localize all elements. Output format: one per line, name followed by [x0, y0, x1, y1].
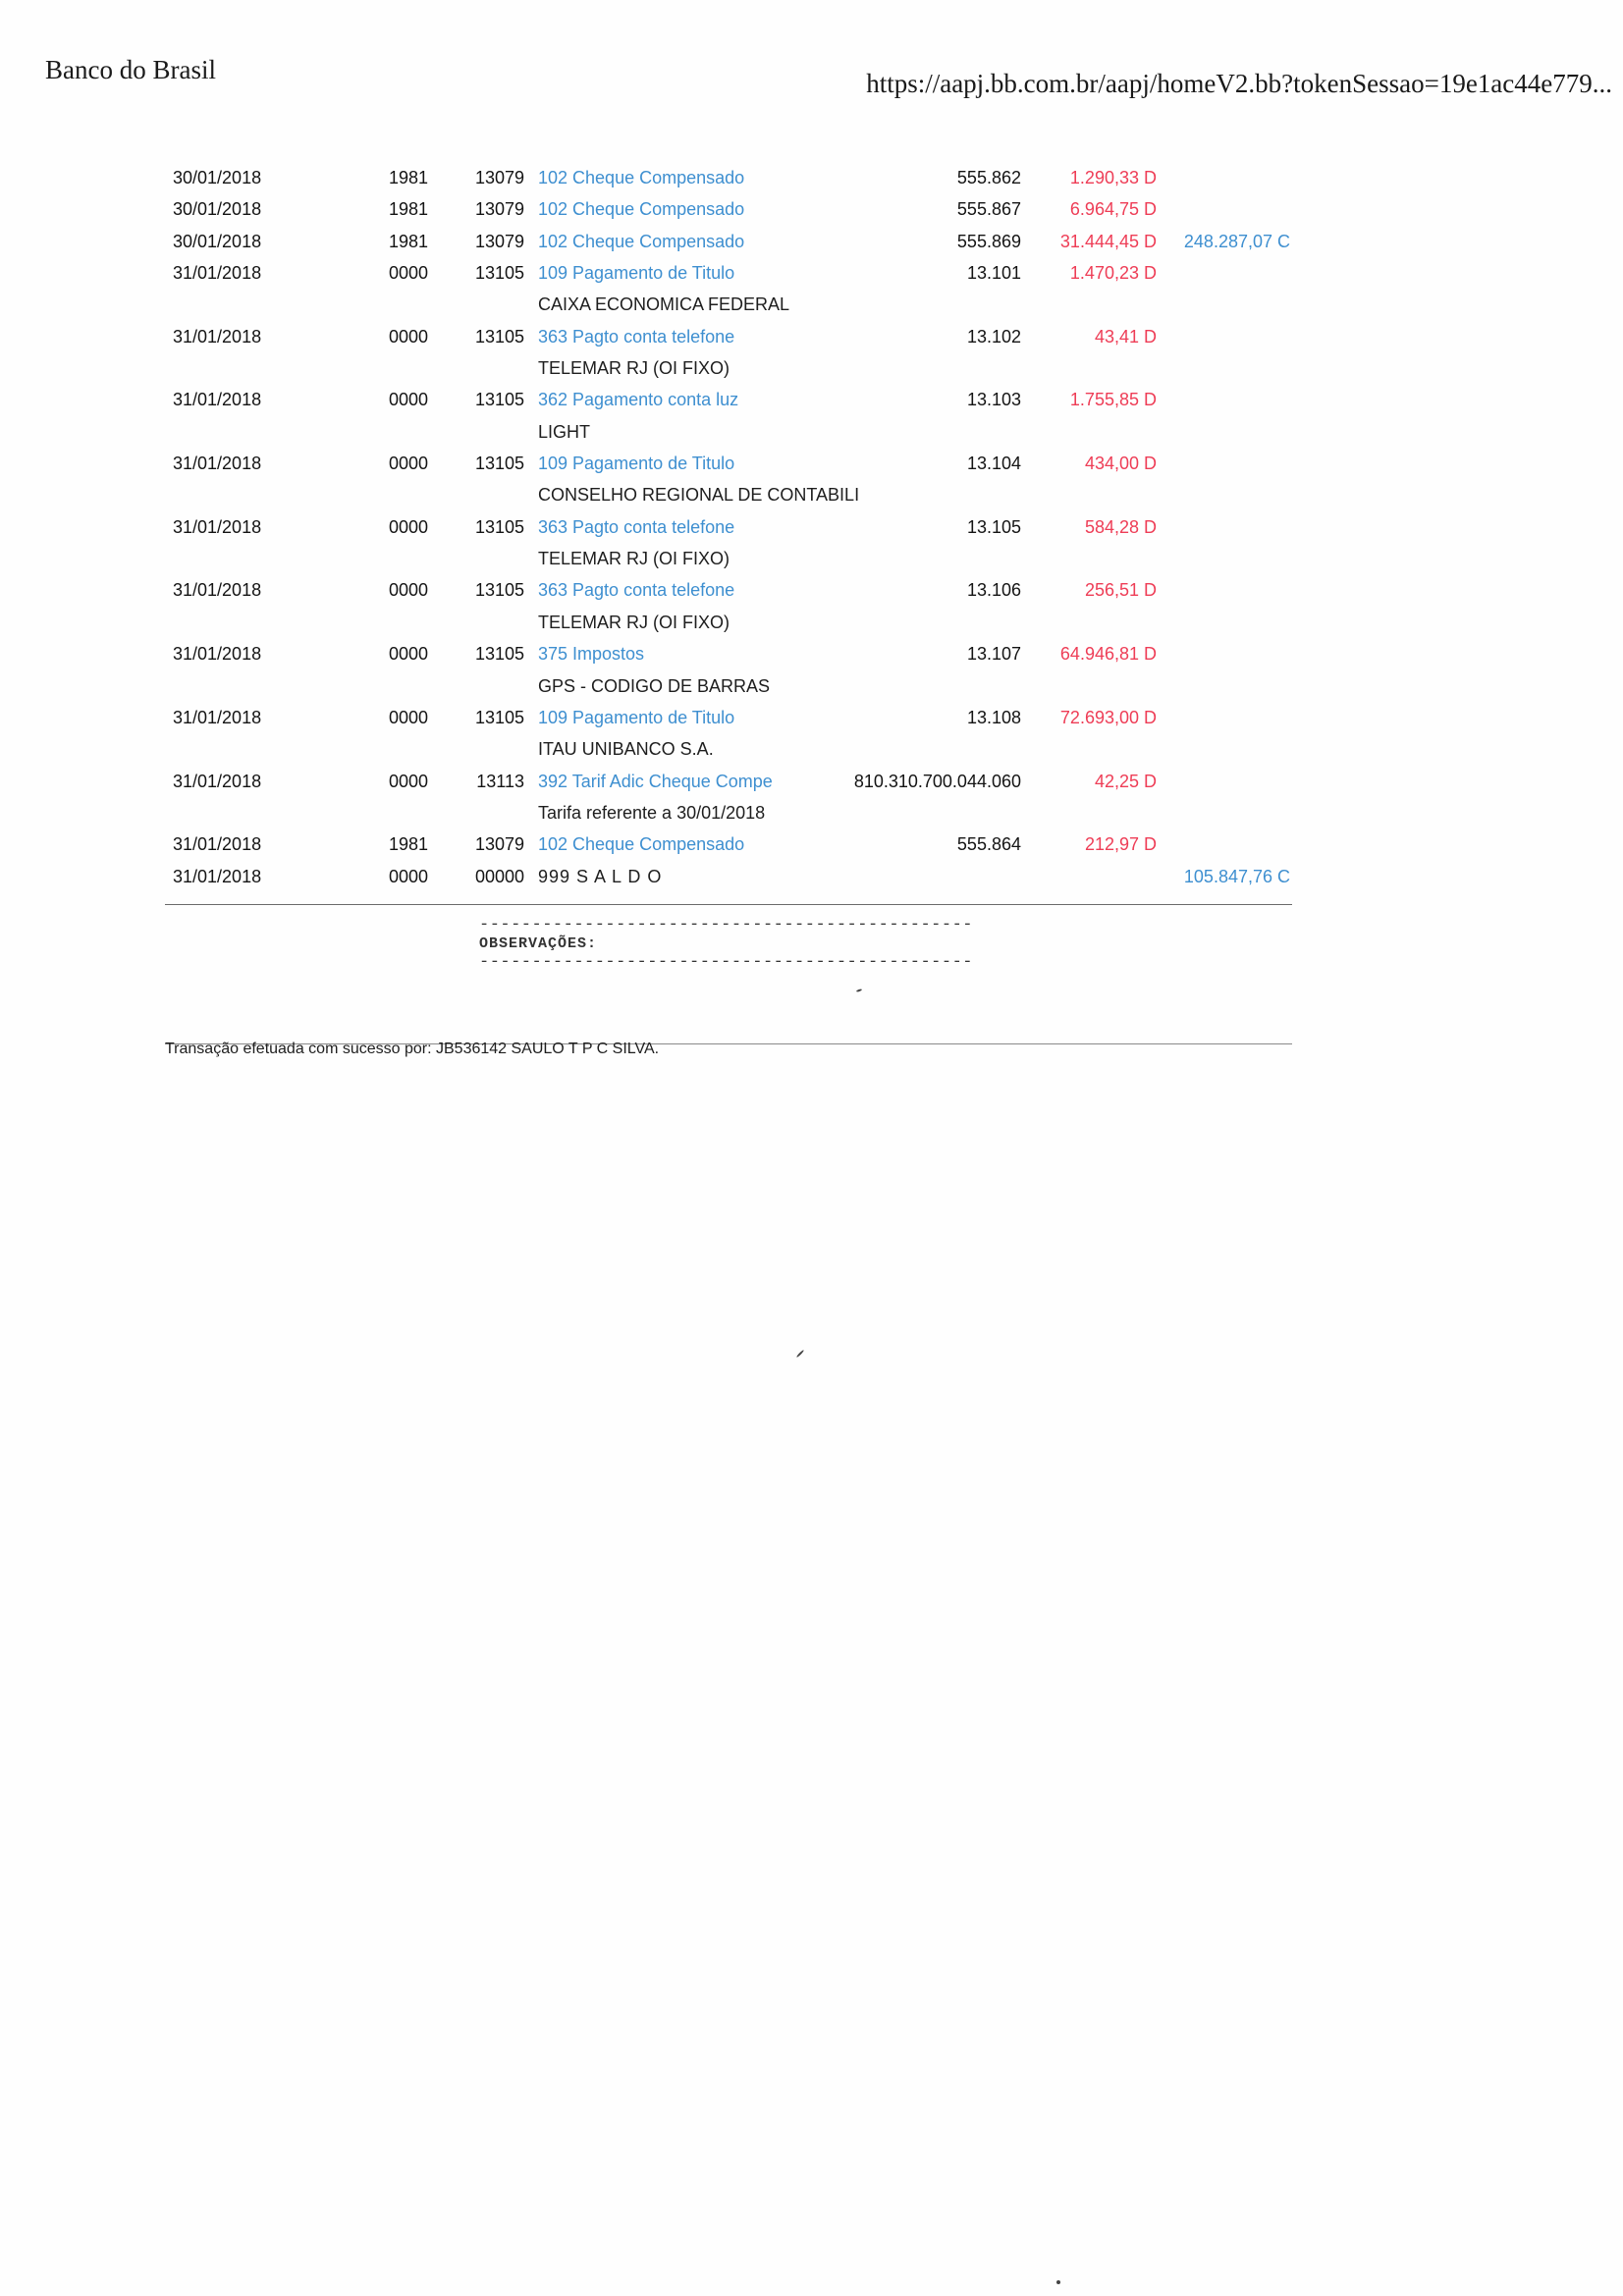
- value-cell: 1.755,85 D: [1069, 390, 1157, 410]
- history-cell: 102 Cheque Compensado: [538, 199, 745, 220]
- bank-name: Banco do Brasil: [45, 55, 216, 84]
- agency-cell: 0000: [388, 516, 428, 537]
- value-cell: 434,00 D: [1084, 454, 1157, 474]
- statement-table: [0, 166, 1623, 896]
- transaction-row: [0, 452, 1623, 483]
- scan-speck: [796, 1350, 804, 1358]
- lote-cell: 13113: [476, 771, 524, 791]
- lote-cell: 13079: [474, 168, 524, 187]
- value-cell: 31.444,45 D: [1059, 231, 1157, 251]
- lote-cell: 13105: [474, 580, 524, 601]
- agency-cell: 0000: [388, 707, 428, 727]
- transaction-row: [0, 515, 1623, 547]
- date-cell: 31/01/2018: [173, 326, 262, 347]
- lote-cell: 13105: [474, 644, 524, 665]
- lote-cell: 00000: [474, 866, 524, 886]
- value-cell: 1.470,23 D: [1069, 263, 1157, 284]
- agency-cell: 0000: [388, 326, 428, 347]
- footer-text: Transação efetuada com sucesso por: JB536142 SAULO T P C SILVA.: [165, 1041, 660, 1057]
- date-cell: 31/01/2018: [173, 516, 262, 537]
- document-cell: 13.105: [966, 516, 1021, 537]
- agency-cell: 0000: [388, 263, 428, 284]
- detail-cell: LIGHT: [538, 421, 591, 442]
- date-cell: 31/01/2018: [173, 263, 262, 284]
- lote-cell: 13105: [474, 516, 524, 537]
- document-cell: 13.104: [966, 454, 1021, 474]
- agency-cell: 0000: [388, 454, 428, 474]
- lote-cell: 13105: [474, 454, 524, 474]
- observations-dash-bottom: -----------------------------------------------: [479, 953, 973, 972]
- date-cell: 30/01/2018: [173, 168, 262, 187]
- detail-cell: ITAU UNIBANCO S.A.: [538, 739, 714, 760]
- history-cell: 363 Pagto conta telefone: [538, 516, 735, 537]
- transaction-detail-row: [0, 356, 1623, 388]
- agency-cell: 1981: [388, 834, 428, 855]
- value-cell: 64.946,81 D: [1059, 644, 1157, 665]
- agency-cell: 0000: [388, 580, 428, 601]
- document-cell: 13.106: [966, 580, 1021, 601]
- history-cell: 109 Pagamento de Titulo: [538, 263, 735, 284]
- detail-cell: TELEMAR RJ (OI FIXO): [538, 358, 730, 379]
- transaction-row: [0, 230, 1623, 261]
- history-cell: 109 Pagamento de Titulo: [538, 454, 735, 474]
- value-cell: 6.964,75 D: [1069, 199, 1157, 220]
- value-cell: 584,28 D: [1084, 516, 1157, 537]
- date-cell: 31/01/2018: [173, 580, 262, 601]
- lote-cell: 13079: [474, 199, 524, 220]
- history-cell: 109 Pagamento de Titulo: [538, 707, 735, 727]
- document-cell: 13.103: [966, 390, 1021, 410]
- transaction-detail-row: [0, 483, 1623, 514]
- detail-cell: CAIXA ECONOMICA FEDERAL: [538, 294, 790, 315]
- agency-cell: 1981: [388, 168, 428, 187]
- date-cell: 31/01/2018: [173, 771, 262, 791]
- value-cell: 42,25 D: [1094, 771, 1157, 791]
- lote-cell: 13105: [474, 390, 524, 410]
- date-cell: 31/01/2018: [173, 866, 262, 886]
- balance-cell: 248.287,07 C: [1183, 231, 1290, 251]
- lote-cell: 13105: [474, 263, 524, 284]
- transaction-row: [0, 388, 1623, 419]
- history-cell: 102 Cheque Compensado: [538, 834, 745, 855]
- date-cell: 30/01/2018: [173, 199, 262, 220]
- agency-cell: 0000: [388, 644, 428, 665]
- agency-cell: 0000: [388, 771, 428, 791]
- balance-cell: 105.847,76 C: [1183, 866, 1290, 886]
- transaction-row: [0, 770, 1623, 801]
- lote-cell: 13079: [474, 834, 524, 855]
- detail-cell: Tarifa referente a 30/01/2018: [538, 802, 766, 823]
- transaction-row: [0, 578, 1623, 610]
- agency-cell: 1981: [388, 199, 428, 220]
- document-cell: 13.108: [966, 707, 1021, 727]
- history-cell: 102 Cheque Compensado: [538, 231, 745, 251]
- transaction-row: [0, 832, 1623, 864]
- document-cell: 810.310.700.044.060: [853, 771, 1021, 791]
- history-cell: 363 Pagto conta telefone: [538, 580, 735, 601]
- observations-label: OBSERVAÇÕES:: [479, 935, 598, 952]
- transaction-detail-row: [0, 611, 1623, 642]
- transaction-row: [0, 197, 1623, 229]
- history-cell: 362 Pagamento conta luz: [538, 390, 739, 410]
- transaction-detail-row: [0, 801, 1623, 832]
- agency-cell: 0000: [388, 390, 428, 410]
- value-cell: 256,51 D: [1084, 580, 1157, 601]
- agency-cell: 1981: [388, 231, 428, 251]
- history-cell: 102 Cheque Compensado: [538, 168, 745, 187]
- history-cell: 375 Impostos: [538, 644, 645, 665]
- value-cell: 72.693,00 D: [1059, 707, 1157, 727]
- table-divider: [165, 904, 1292, 905]
- transaction-detail-row: [0, 674, 1623, 706]
- transaction-row: [0, 166, 1623, 197]
- detail-cell: TELEMAR RJ (OI FIXO): [538, 549, 730, 569]
- page-url: https://aapj.bb.com.br/aapj/homeV2.bb?tokenSessao=19e1ac44e779...: [866, 69, 1612, 98]
- history-cell: 392 Tarif Adic Cheque Compe: [538, 771, 773, 791]
- observations-dash-top: -----------------------------------------------: [479, 916, 973, 934]
- value-cell: 43,41 D: [1094, 326, 1157, 347]
- transaction-row: [0, 325, 1623, 356]
- transaction-row: [0, 261, 1623, 293]
- transaction-detail-row: [0, 293, 1623, 324]
- transaction-row: [0, 706, 1623, 737]
- document-cell: 555.864: [956, 834, 1021, 855]
- value-cell: 212,97 D: [1084, 834, 1157, 855]
- document-cell: 13.107: [966, 644, 1021, 665]
- history-cell: 999 S A L D O: [538, 866, 663, 886]
- document-cell: 555.867: [956, 199, 1021, 220]
- lote-cell: 13105: [474, 707, 524, 727]
- date-cell: 31/01/2018: [173, 834, 262, 855]
- document-cell: 555.869: [956, 231, 1021, 251]
- transaction-detail-row: [0, 420, 1623, 452]
- date-cell: 31/01/2018: [173, 390, 262, 410]
- lote-cell: 13105: [474, 326, 524, 347]
- transaction-detail-row: [0, 737, 1623, 769]
- transaction-row: [0, 642, 1623, 673]
- date-cell: 31/01/2018: [173, 454, 262, 474]
- saldo-row: [0, 865, 1623, 896]
- detail-cell: CONSELHO REGIONAL DE CONTABILI: [538, 485, 860, 506]
- scan-speck: [1056, 2280, 1060, 2284]
- agency-cell: 0000: [388, 866, 428, 886]
- document-cell: 13.101: [966, 263, 1021, 284]
- transaction-detail-row: [0, 547, 1623, 578]
- date-cell: 31/01/2018: [173, 707, 262, 727]
- detail-cell: GPS - CODIGO DE BARRAS: [538, 675, 771, 696]
- lote-cell: 13079: [474, 231, 524, 251]
- date-cell: 30/01/2018: [173, 231, 262, 251]
- detail-cell: TELEMAR RJ (OI FIXO): [538, 612, 730, 632]
- date-cell: 31/01/2018: [173, 644, 262, 665]
- document-cell: 13.102: [966, 326, 1021, 347]
- scan-speck: [856, 988, 862, 992]
- document-cell: 555.862: [956, 168, 1021, 187]
- history-cell: 363 Pagto conta telefone: [538, 326, 735, 347]
- value-cell: 1.290,33 D: [1069, 168, 1157, 187]
